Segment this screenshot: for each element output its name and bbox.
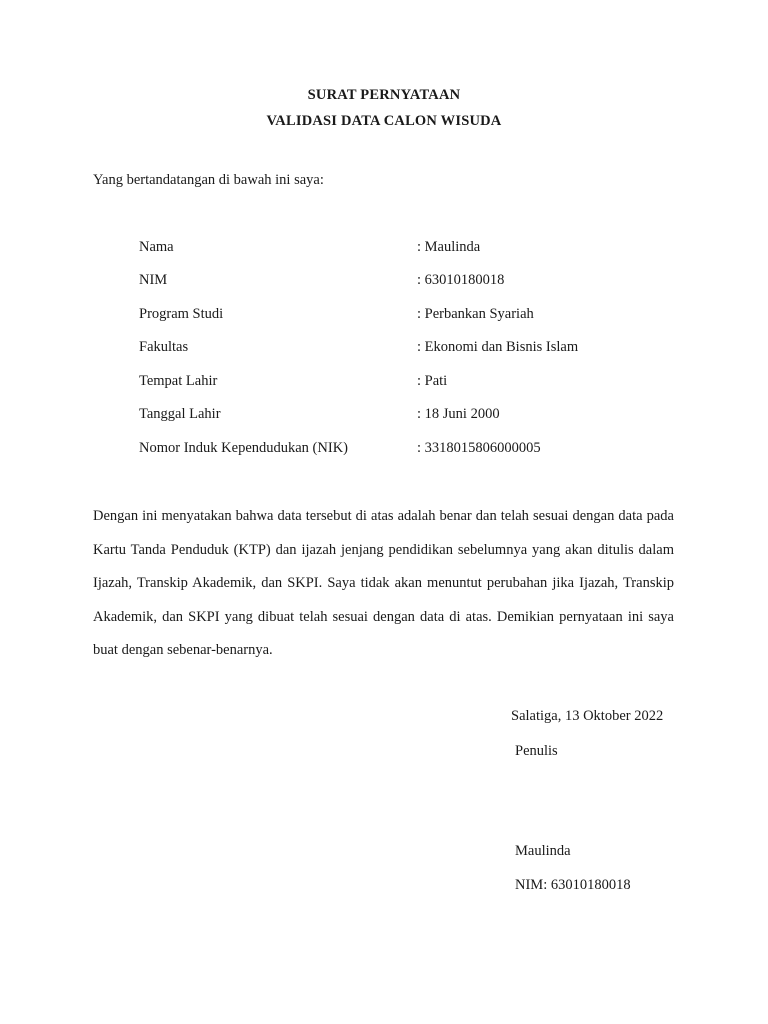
signature-role: Penulis — [515, 743, 558, 759]
field-value-tempat-lahir: : Pati — [417, 373, 448, 389]
field-label-nik: Nomor Induk Kependudukan (NIK) — [139, 440, 348, 456]
field-value-fakultas: : Ekonomi dan Bisnis Islam — [417, 339, 579, 355]
field-label-fakultas: Fakultas — [139, 339, 189, 355]
field-value-nama: : Maulinda — [417, 239, 481, 255]
field-label-program-studi: Program Studi — [139, 306, 224, 322]
statement-text: Dengan ini menyatakan bahwa data tersebut di atas adalah benar dan telah sesuai dengan data pada Kartu Tanda Penduduk (KTP) dan ijazah jenjang pendidikan sebelumnya yang akan ditulis dalam Ijazah, Transkip Akademik, dan SKPI. Saya tidak akan menuntut perubahan jika Ijazah, Transkip Akademik, dan SKPI yang dibuat telah sesuai dengan data di atas. Demikian pernyataan ini saya buat dengan sebenar-benarnya. — [93, 508, 674, 658]
document-subtitle: VALIDASI DATA CALON WISUDA — [266, 113, 502, 129]
field-value-program-studi: : Perbankan Syariah — [417, 306, 534, 322]
field-value-nim: : 63010180018 — [417, 272, 505, 288]
field-label-tanggal-lahir: Tanggal Lahir — [139, 406, 221, 422]
field-label-tempat-lahir: Tempat Lahir — [139, 373, 218, 389]
signature-name: Maulinda — [515, 843, 571, 859]
field-value-nik: : 3318015806000005 — [417, 440, 541, 456]
document-title: SURAT PERNYATAAN — [307, 87, 461, 103]
field-label-nim: NIM — [139, 272, 168, 288]
signature-place-date: Salatiga, 13 Oktober 2022 — [511, 708, 664, 724]
field-label-nama: Nama — [139, 239, 174, 255]
signature-nim: NIM: 63010180018 — [515, 877, 631, 893]
statement-paragraph — [93, 500, 674, 668]
intro-text: Yang bertandatangan di bawah ini saya: — [93, 172, 324, 188]
field-value-tanggal-lahir: : 18 Juni 2000 — [417, 406, 500, 422]
